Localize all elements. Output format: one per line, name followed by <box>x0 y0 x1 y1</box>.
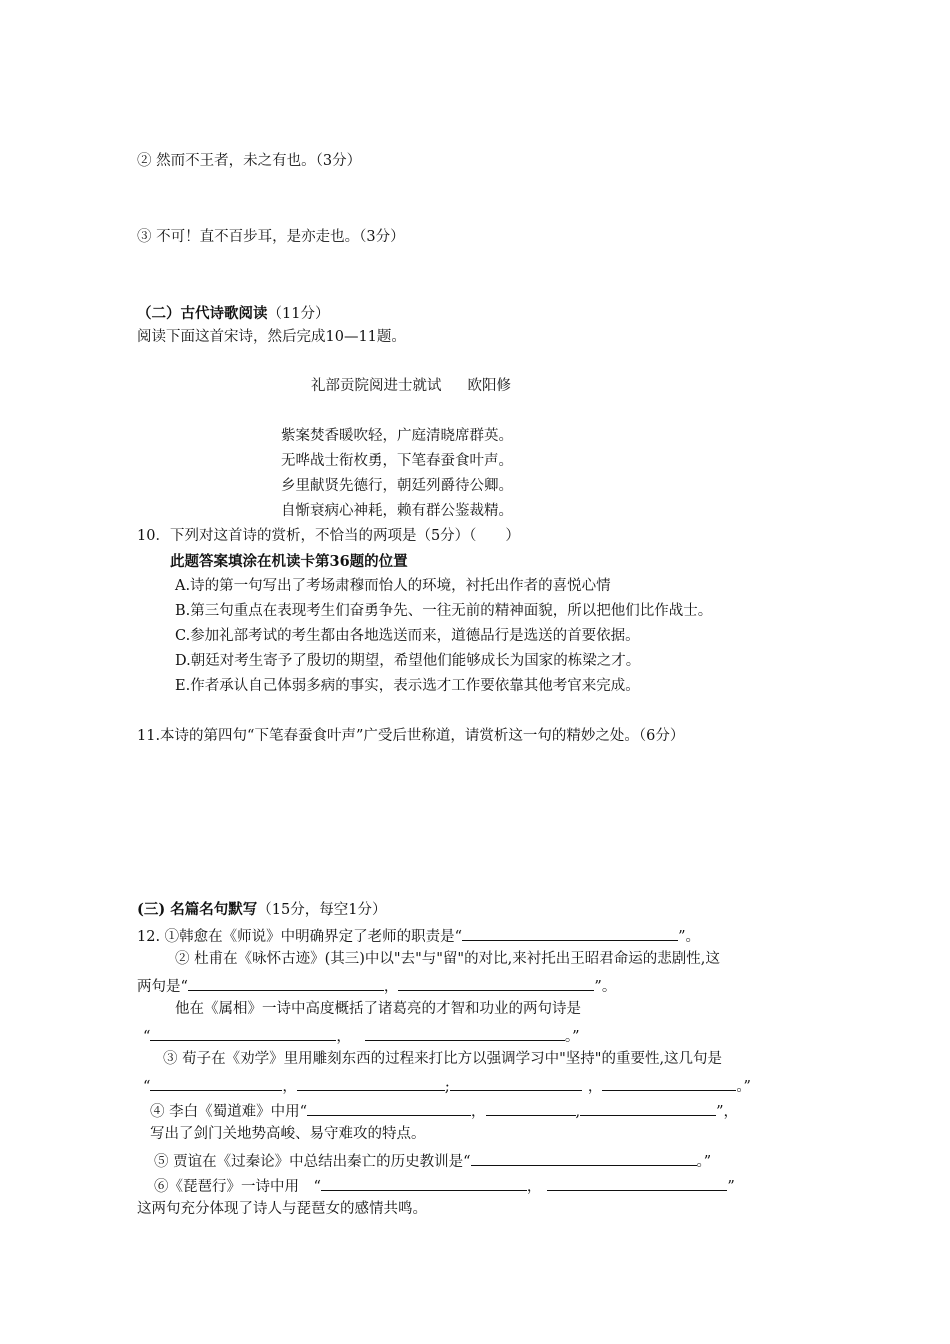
section-2-heading <box>137 305 329 323</box>
quote-close: ” <box>727 1179 735 1195</box>
question-12-6-text: ⑥《琵琶行》一诗中用 “ <box>154 1179 321 1195</box>
comma: , <box>575 1104 581 1120</box>
question-12-2-answer-line <box>137 976 616 996</box>
question-12-4-tail: 写出了剑门关地势高峻、易守难攻的特点。 <box>150 1126 426 1142</box>
answer-blank[interactable] <box>307 1101 471 1116</box>
poem-line: 紫案焚香暖吹轻，广庭清晓席群英。 <box>281 428 513 444</box>
section-3-title: (三) 名篇名句默写 <box>137 901 258 918</box>
question-12-6 <box>154 1176 735 1196</box>
comma: ， <box>383 979 399 995</box>
option-e: E.作者承认自己体弱多病的事实，表示选才工作要依靠其他考官来完成。 <box>175 678 640 694</box>
answer-blank[interactable] <box>150 1026 336 1041</box>
question-12-2-end: ”。 <box>594 979 617 995</box>
comma: ， <box>471 1104 486 1120</box>
answer-blank[interactable] <box>547 1176 727 1191</box>
answer-blank[interactable] <box>471 1151 697 1166</box>
question-12-1-text: 12. ①韩愈在《师说》中明确界定了老师的职责是“ <box>137 929 463 945</box>
answer-blank[interactable] <box>450 1076 582 1091</box>
question-12-5-text: ⑤ 贾谊在《过秦论》中总结出秦亡的历史教训是“ <box>154 1154 471 1170</box>
answer-blank[interactable] <box>486 1101 576 1116</box>
question-12-2-followup-answer-line <box>143 1026 580 1046</box>
section-3-heading <box>137 901 386 919</box>
question-12-4 <box>150 1101 738 1121</box>
question-12-2: ② 杜甫在《咏怀古迹》(其三)中以"去"与"留"的对比,来衬托出王昭君命运的悲剧性,这 <box>175 951 720 967</box>
section-2-score: （11分） <box>267 306 330 322</box>
answer-blank[interactable] <box>188 976 384 991</box>
answer-blank[interactable] <box>580 1101 716 1116</box>
option-b: B.第三句重点在表现考生们奋勇争先、一往无前的精神面貌，所以把他们比作战士。 <box>175 603 713 619</box>
question-12-4-text: ④ 李白《蜀道难》中用“ <box>150 1104 308 1120</box>
option-a: A.诗的第一句写出了考场肃穆而怡人的环境，衬托出作者的喜悦心情 <box>175 578 611 594</box>
quote-open: “ <box>143 1029 151 1045</box>
poem-title: 礼部贡院阅进士就试 <box>311 378 442 394</box>
option-d: D.朝廷对考生寄予了殷切的期望，希望他们能够成长为国家的栋梁之才。 <box>175 653 641 669</box>
semicolon: ; <box>444 1079 450 1095</box>
question-10-note: 此题答案填涂在机读卡第36题的位置 <box>170 553 408 570</box>
question-12-6-tail: 这两句充分体现了诗人与琵琶女的感情共鸣。 <box>137 1201 427 1217</box>
question-12-1-end: ”。 <box>678 929 701 945</box>
comma: ， <box>336 1029 351 1045</box>
quote-close: 。” <box>696 1154 712 1170</box>
section-2-title: （二）古代诗歌阅读 <box>137 305 268 322</box>
poem-author: 欧阳修 <box>467 378 511 394</box>
poem-line: 乡里献贤先德行，朝廷列爵待公卿。 <box>281 478 513 494</box>
answer-blank[interactable] <box>297 1076 445 1091</box>
answer-blank[interactable] <box>150 1076 282 1091</box>
option-c: C.参加礼部考试的考生都由各地选送而来，道德品行是选送的首要依据。 <box>175 628 640 644</box>
question-9-item-3: ③ 不可！直不百步耳，是亦走也。（3分） <box>137 229 405 245</box>
quote-close: ”， <box>716 1104 739 1120</box>
comma: ， <box>587 1079 603 1095</box>
question-9-item-2: ② 然而不王者，未之有也。（3分） <box>137 153 362 169</box>
question-10: 10．下列对这首诗的赏析，不恰当的两项是（5分）（ ） <box>137 528 520 544</box>
comma: ， <box>282 1079 297 1095</box>
question-12-3: ③ 荀子在《劝学》里用雕刻东西的过程来打比方以强调学习中"坚持"的重要性,这几句是 <box>163 1051 723 1067</box>
quote-close: 。” <box>564 1029 580 1045</box>
comma: ， <box>526 1179 542 1195</box>
question-12-2-prefix: 两句是“ <box>137 979 188 995</box>
poem-line: 无哗战士衔枚勇，下笔春蚕食叶声。 <box>281 453 513 469</box>
question-12-3-answer-line <box>143 1076 751 1096</box>
poem-line: 自惭衰病心神耗，赖有群公鉴裁精。 <box>281 503 513 519</box>
answer-blank[interactable] <box>398 976 594 991</box>
answer-blank[interactable] <box>602 1076 736 1091</box>
question-12-5 <box>154 1151 711 1171</box>
question-11: 11.本诗的第四句“下笔春蚕食叶声”广受后世称道，请赏析这一句的精妙之处。（6分） <box>137 728 685 744</box>
quote-open: “ <box>143 1079 151 1095</box>
question-12-1 <box>137 926 700 946</box>
answer-blank[interactable] <box>365 1026 565 1041</box>
question-12-2-followup: 他在《属相》一诗中高度概括了诸葛亮的才智和功业的两句诗是 <box>175 1001 581 1017</box>
answer-blank[interactable] <box>462 926 678 941</box>
poem-title-line <box>311 378 511 395</box>
section-2-intro: 阅读下面这首宋诗，然后完成10—11题。 <box>137 329 406 345</box>
answer-blank[interactable] <box>321 1176 527 1191</box>
quote-close: 。” <box>736 1079 751 1095</box>
section-3-score: （15分，每空1分） <box>257 902 387 918</box>
